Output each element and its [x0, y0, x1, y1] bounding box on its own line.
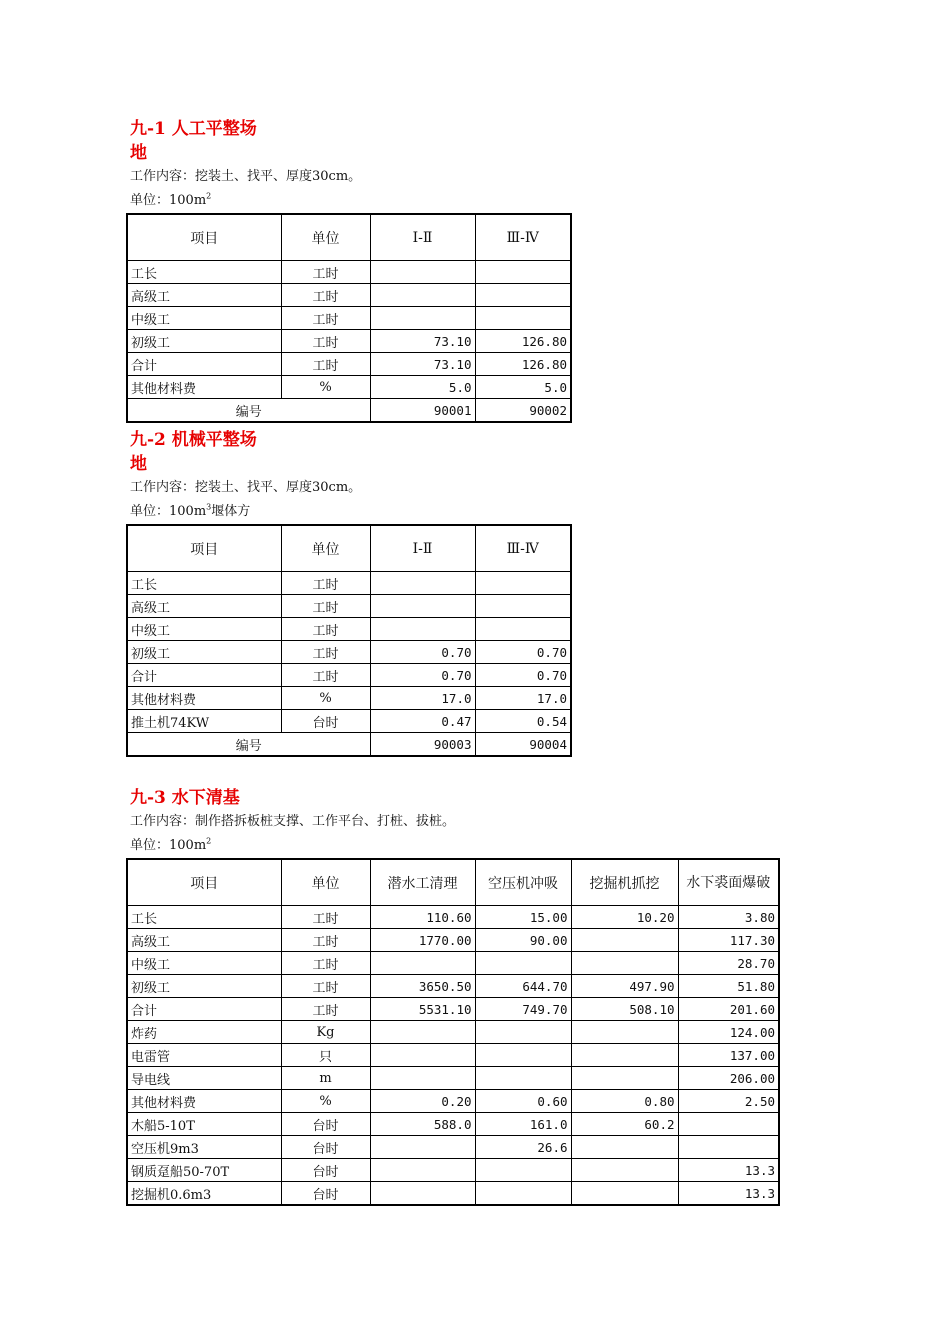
header-row: [127, 859, 779, 906]
item-name: 工长: [127, 572, 281, 595]
code-value: 90004: [475, 733, 571, 757]
item-unit: 台时: [281, 1136, 370, 1159]
quota-value: 1770.00: [370, 929, 475, 952]
unit-line: 单位：$100m^2$: [130, 191, 212, 208]
quota-value: 5.0: [370, 376, 475, 399]
section-9-1: [130, 117, 361, 213]
table-row: [127, 572, 571, 595]
table-row: [127, 1044, 779, 1067]
quota-value: [370, 1044, 475, 1067]
quota-value: 0.70: [370, 641, 475, 664]
item-name: 高级工: [127, 595, 281, 618]
item-name: 初级工: [127, 641, 281, 664]
quota-value: 201.60: [678, 998, 779, 1021]
quota-value: 0.80: [571, 1090, 678, 1113]
item-unit: 台时: [281, 1159, 370, 1182]
quota-table-9-2: [126, 524, 572, 757]
item-unit: 台时: [281, 710, 370, 733]
quota-value: 0.70: [475, 641, 571, 664]
code-value: 90003: [370, 733, 475, 757]
table-row: [127, 1090, 779, 1113]
table-row: [127, 998, 779, 1021]
quota-value: 0.54: [475, 710, 571, 733]
table-row: [127, 595, 571, 618]
table-row: [127, 284, 571, 307]
table-row: [127, 952, 779, 975]
quota-value: 0.70: [475, 664, 571, 687]
item-name: 中级工: [127, 952, 281, 975]
quota-value: 28.70: [678, 952, 779, 975]
table-row: [127, 906, 779, 929]
table-row: [127, 1021, 779, 1044]
quota-value: [571, 1159, 678, 1182]
item-name: 初级工: [127, 330, 281, 353]
section-title-cont: 地: [130, 143, 147, 163]
header-row: [127, 214, 571, 261]
quota-table-9-1: [126, 213, 572, 423]
quota-value: 110.60: [370, 906, 475, 929]
quota-value: [370, 572, 475, 595]
quota-value: 17.0: [475, 687, 571, 710]
quota-value: 0.47: [370, 710, 475, 733]
item-unit: %: [281, 687, 370, 710]
quota-value: [370, 1136, 475, 1159]
table-row: [127, 618, 571, 641]
quota-value: 3.80: [678, 906, 779, 929]
item-unit: 台时: [281, 1182, 370, 1206]
item-unit: 只: [281, 1044, 370, 1067]
item-unit: Kg: [281, 1021, 370, 1044]
section-9-3: [130, 786, 455, 858]
quota-value: [475, 1159, 571, 1182]
quota-value: [571, 1067, 678, 1090]
quota-value: [370, 1021, 475, 1044]
table-row: [127, 929, 779, 952]
quota-value: [370, 261, 475, 284]
table-row: [127, 1136, 779, 1159]
item-unit: 工时: [281, 641, 370, 664]
item-name: 导电线: [127, 1067, 281, 1090]
quota-value: [370, 618, 475, 641]
item-name: 推土机74KW: [127, 710, 281, 733]
quota-value: 508.10: [571, 998, 678, 1021]
item-unit: m: [281, 1067, 370, 1090]
quota-value: 10.20: [571, 906, 678, 929]
item-unit: 工时: [281, 330, 370, 353]
quota-value: 0.20: [370, 1090, 475, 1113]
item-name: 炸药: [127, 1021, 281, 1044]
table-row: [127, 1113, 779, 1136]
quota-value: [475, 1044, 571, 1067]
work-content: 工作内容：挖装土、找平、厚度30cm。: [130, 169, 362, 184]
item-unit: 工时: [281, 353, 370, 376]
quota-value: 497.90: [571, 975, 678, 998]
item-unit: 工时: [281, 952, 370, 975]
table-row: [127, 330, 571, 353]
quota-value: 15.00: [475, 906, 571, 929]
table-row: [127, 261, 571, 284]
column-header: Ⅲ-Ⅳ: [475, 214, 571, 261]
quota-value: [370, 1159, 475, 1182]
item-unit: 工时: [281, 929, 370, 952]
item-name: 合计: [127, 664, 281, 687]
item-name: 其他材料费: [127, 1090, 281, 1113]
quota-value: 73.10: [370, 353, 475, 376]
item-name: 合计: [127, 353, 281, 376]
item-name: 空压机9m3: [127, 1136, 281, 1159]
item-name: 电雷管: [127, 1044, 281, 1067]
quota-value: 0.60: [475, 1090, 571, 1113]
quota-value: 3650.50: [370, 975, 475, 998]
quota-value: 26.6: [475, 1136, 571, 1159]
quota-value: [571, 952, 678, 975]
column-header: Ⅰ-Ⅱ: [370, 525, 475, 572]
table-row: [127, 664, 571, 687]
column-header: 单位: [281, 859, 370, 906]
quota-value: [475, 1067, 571, 1090]
quota-value: [475, 1182, 571, 1206]
work-content: 工作内容：挖装土、找平、厚度30cm。: [130, 480, 362, 495]
quota-value: [370, 952, 475, 975]
item-unit: 工时: [281, 998, 370, 1021]
item-name: 高级工: [127, 284, 281, 307]
quota-value: 124.00: [678, 1021, 779, 1044]
column-header: 潜水工清理: [370, 859, 475, 906]
item-name: 钢质趸船50-70T: [127, 1159, 281, 1182]
quota-value: 644.70: [475, 975, 571, 998]
quota-value: [370, 595, 475, 618]
item-name: 中级工: [127, 618, 281, 641]
quota-value: 60.2: [571, 1113, 678, 1136]
quota-value: [571, 1021, 678, 1044]
quota-value: 13.3: [678, 1182, 779, 1206]
quota-value: [571, 1182, 678, 1206]
column-header: 项目: [127, 525, 281, 572]
item-name: 中级工: [127, 307, 281, 330]
item-unit: 工时: [281, 307, 370, 330]
column-header: Ⅰ-Ⅱ: [370, 214, 475, 261]
quota-value: 73.10: [370, 330, 475, 353]
item-name: 工长: [127, 906, 281, 929]
item-unit: 工时: [281, 975, 370, 998]
quota-value: 51.80: [678, 975, 779, 998]
column-header: 挖掘机抓挖: [571, 859, 678, 906]
quota-value: 0.70: [370, 664, 475, 687]
item-unit: 工时: [281, 906, 370, 929]
item-name: 其他材料费: [127, 687, 281, 710]
quota-value: [370, 284, 475, 307]
section-title: 九-2 机械平整场: [130, 430, 257, 450]
quota-value: [370, 1182, 475, 1206]
column-header: 项目: [127, 214, 281, 261]
quota-value: 161.0: [475, 1113, 571, 1136]
quota-value: 13.3: [678, 1159, 779, 1182]
quota-value: [475, 952, 571, 975]
quota-value: [475, 572, 571, 595]
quota-value: 90.00: [475, 929, 571, 952]
quota-value: 749.70: [475, 998, 571, 1021]
quota-value: [571, 929, 678, 952]
code-label: 编号: [127, 399, 370, 423]
table-row: [127, 975, 779, 998]
table-row: [127, 307, 571, 330]
quota-value: 2.50: [678, 1090, 779, 1113]
quota-value: [370, 1067, 475, 1090]
quota-value: [475, 618, 571, 641]
section-9-2: [130, 428, 361, 524]
quota-table-9-3: [126, 858, 780, 1206]
table-row: [127, 1067, 779, 1090]
quota-value: [475, 595, 571, 618]
table-row: [127, 1182, 779, 1206]
column-header: 空压机冲吸: [475, 859, 571, 906]
column-header: 项目: [127, 859, 281, 906]
item-unit: 台时: [281, 1113, 370, 1136]
column-header: Ⅲ-Ⅳ: [475, 525, 571, 572]
quota-value: [571, 1136, 678, 1159]
item-unit: 工时: [281, 572, 370, 595]
header-row: [127, 525, 571, 572]
quota-value: 17.0: [370, 687, 475, 710]
work-content: 工作内容：制作搭拆板桩支撑、工作平台、打桩、拔桩。: [130, 814, 456, 829]
column-header: 单位: [281, 525, 370, 572]
column-header: 单位: [281, 214, 370, 261]
item-unit: 工时: [281, 618, 370, 641]
quota-value: [571, 1044, 678, 1067]
item-name: 工长: [127, 261, 281, 284]
table-row: [127, 641, 571, 664]
item-unit: 工时: [281, 261, 370, 284]
item-unit: 工时: [281, 595, 370, 618]
quota-value: 5531.10: [370, 998, 475, 1021]
unit-line: 单位：$100m^3$堰体方: [130, 502, 251, 519]
unit-line: 单位：$100m^2$: [130, 836, 212, 853]
table-row: [127, 687, 571, 710]
code-value: 90002: [475, 399, 571, 423]
item-unit: 工时: [281, 664, 370, 687]
code-row: [127, 399, 571, 423]
quota-value: 5.0: [475, 376, 571, 399]
quota-value: [475, 307, 571, 330]
code-row: [127, 733, 571, 757]
section-title-cont: 地: [130, 454, 147, 474]
item-name: 合计: [127, 998, 281, 1021]
quota-value: 137.00: [678, 1044, 779, 1067]
item-unit: %: [281, 376, 370, 399]
item-unit: %: [281, 1090, 370, 1113]
item-name: 初级工: [127, 975, 281, 998]
item-name: 挖掘机0.6m3: [127, 1182, 281, 1206]
quota-value: [475, 261, 571, 284]
table-row: [127, 376, 571, 399]
quota-value: 588.0: [370, 1113, 475, 1136]
quota-value: 126.80: [475, 353, 571, 376]
section-title: 九-1 人工平整场: [130, 119, 257, 139]
quota-value: [475, 1021, 571, 1044]
table-row: [127, 710, 571, 733]
column-header: 水下裘面爆破: [678, 859, 779, 906]
item-name: 其他材料费: [127, 376, 281, 399]
quota-value: 206.00: [678, 1067, 779, 1090]
quota-value: [475, 284, 571, 307]
table-row: [127, 1159, 779, 1182]
item-name: 高级工: [127, 929, 281, 952]
quota-value: [678, 1113, 779, 1136]
item-unit: 工时: [281, 284, 370, 307]
quota-value: [678, 1136, 779, 1159]
item-name: 木船5-10T: [127, 1113, 281, 1136]
quota-value: 117.30: [678, 929, 779, 952]
section-title: 九-3 水下清基: [130, 788, 240, 808]
code-value: 90001: [370, 399, 475, 423]
table-row: [127, 353, 571, 376]
code-label: 编号: [127, 733, 370, 757]
quota-value: 126.80: [475, 330, 571, 353]
quota-value: [370, 307, 475, 330]
